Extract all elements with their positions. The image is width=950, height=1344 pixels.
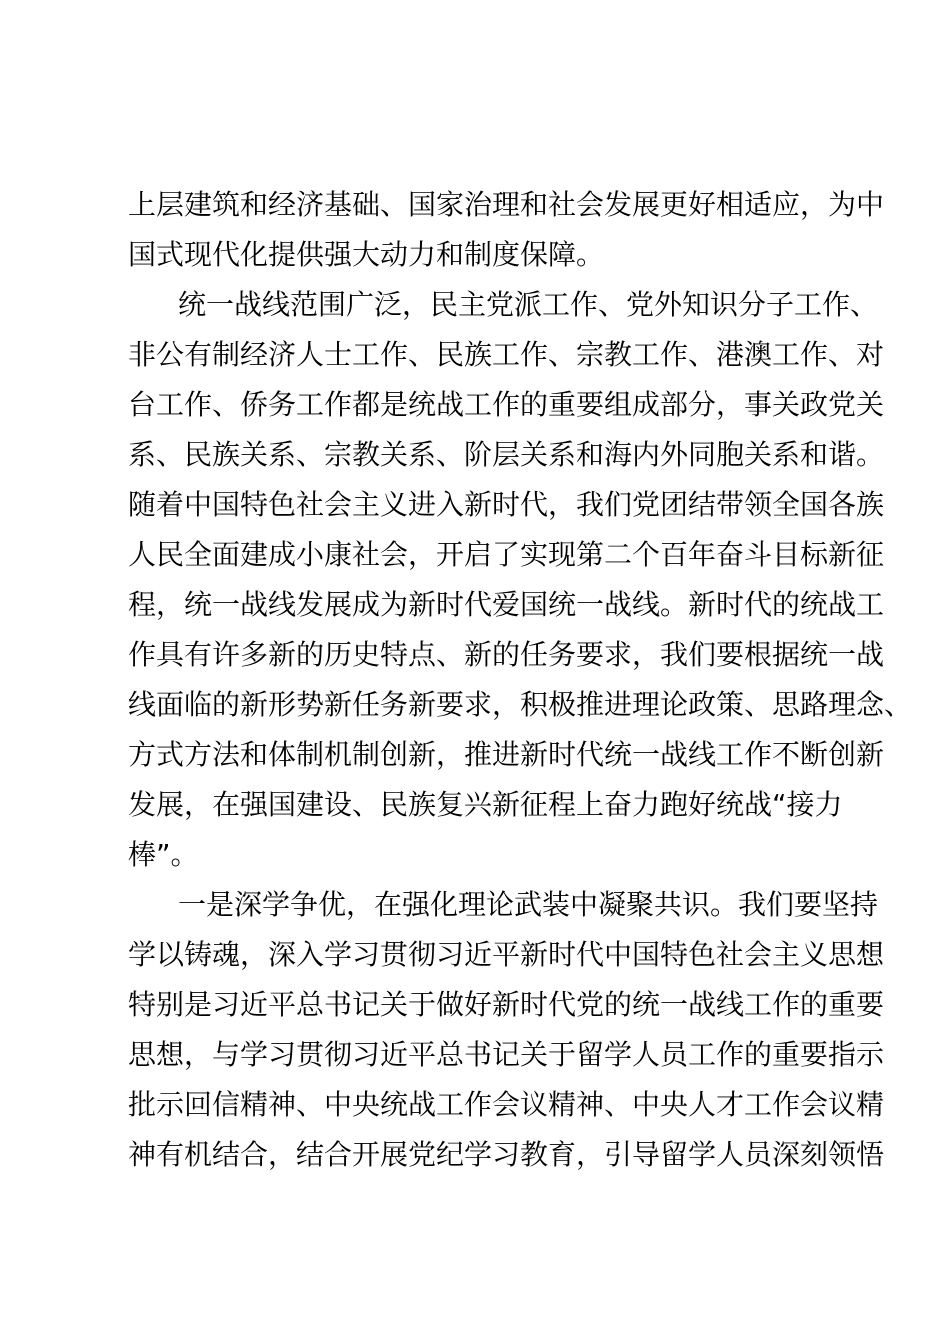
text-line: 方式方法和体制机制创新，推进新时代统一战线工作不断创新 <box>128 738 885 771</box>
text-line: 特别是习近平总书记关于做好新时代党的统一战线工作的重要 <box>128 988 885 1021</box>
text-line: 台工作、侨务工作都是统战工作的重要组成部分，事关政党关 <box>128 388 885 421</box>
text-line: 棒”。 <box>128 838 199 871</box>
text-line: 人民全面建成小康社会，开启了实现第二个百年奋斗目标新征 <box>128 538 885 571</box>
text-line: 思想，与学习贯彻习近平总书记关于留学人员工作的重要指示 <box>128 1038 885 1071</box>
text-line: 非公有制经济人士工作、民族工作、宗教工作、港澳工作、对 <box>128 338 885 371</box>
text-line: 线面临的新形势新任务新要求，积极推进理论政策、思路理念、 <box>128 688 913 721</box>
text-line: 学以铸魂，深入学习贯彻习近平新时代中国特色社会主义思想 <box>128 938 885 971</box>
text-line: 作具有许多新的历史特点、新的任务要求，我们要根据统一战 <box>128 638 885 671</box>
text-line: 发展，在强国建设、民族复兴新征程上奋力跑好统战“接力 <box>128 788 843 821</box>
paragraph-first-line: 统一战线范围广泛，民主党派工作、党外知识分子工作、 <box>178 288 879 321</box>
text-line: 神有机结合，结合开展党纪学习教育，引导留学人员深刻领悟 <box>128 1138 885 1171</box>
text-line: 国式现代化提供强大动力和制度保障。 <box>128 238 605 271</box>
text-line: 程，统一战线发展成为新时代爱国统一战线。新时代的统战工 <box>128 588 885 621</box>
text-line: 随着中国特色社会主义进入新时代，我们党团结带领全国各族 <box>128 488 885 521</box>
text-line: 批示回信精神、中央统战工作会议精神、中央人才工作会议精 <box>128 1088 885 1121</box>
paragraph-first-line: 一是深学争优，在强化理论武装中凝聚共识。我们要坚持 <box>178 888 879 921</box>
text-line: 系、民族关系、宗教关系、阶层关系和海内外同胞关系和谐。 <box>128 438 885 471</box>
text-line: 上层建筑和经济基础、国家治理和社会发展更好相适应，为中 <box>128 188 885 221</box>
